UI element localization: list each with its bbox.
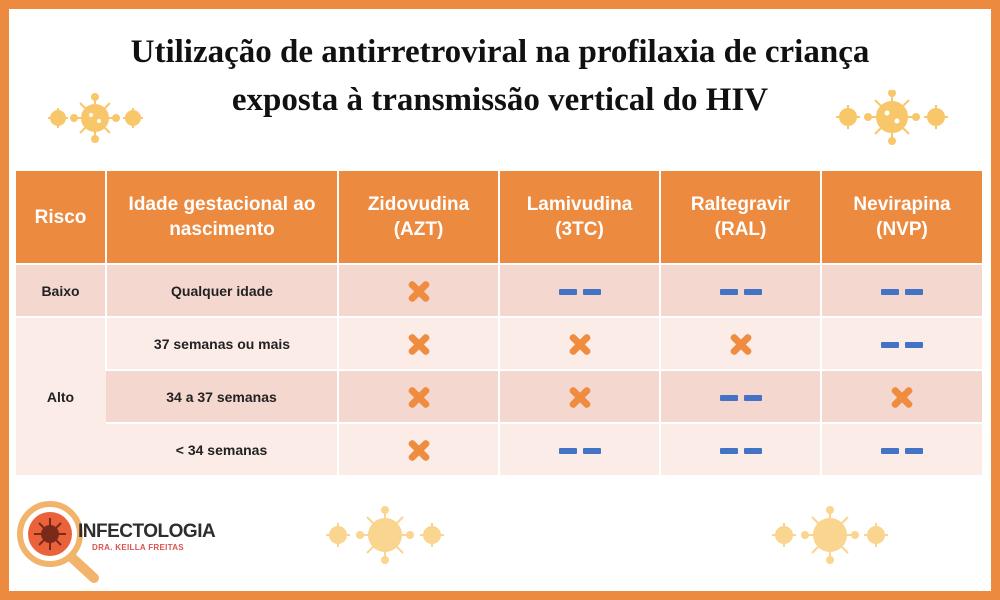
cell-nevirapina [821,370,982,423]
cell-zidovudina [338,370,499,423]
double-dash-icon [720,395,762,401]
gestational-age-cell: < 34 semanas [106,423,338,475]
table-header-row [16,171,982,264]
header-risco: Risco [16,171,106,264]
cell-lamivudina [499,264,660,317]
double-dash-icon [881,448,923,454]
cell-nevirapina [821,423,982,475]
cell-raltegravir [660,370,821,423]
virus-decoration-icon [40,93,150,143]
risk-cell: Baixo [16,264,106,317]
table-row [16,370,982,423]
virus-decoration-icon [320,505,450,565]
double-dash-icon [559,289,601,295]
virus-decoration-icon [830,90,955,145]
cross-icon [408,386,430,408]
header-raltegravir: Raltegravir (RAL) [660,171,821,264]
prophylaxis-table [16,171,982,475]
double-dash-icon [559,448,601,454]
cross-icon [408,439,430,461]
cell-nevirapina [821,317,982,370]
double-dash-icon [720,448,762,454]
virus-decoration-icon [768,505,893,565]
cell-raltegravir [660,317,821,370]
title-line-2: exposta à transmissão vertical do HIV [231,82,769,118]
gestational-age-cell: 37 semanas ou mais [106,317,338,370]
header-nevirapina: Nevirapina (NVP) [821,171,982,264]
cell-zidovudina [338,317,499,370]
double-dash-icon [881,289,923,295]
double-dash-icon [720,289,762,295]
header-lamivudina: Lamivudina (3TC) [499,171,660,264]
logo-title: INFECTOLOGIA [78,521,216,542]
title-line-1: Utilização de antirretroviral na profilaxia de criança [130,34,870,70]
risk-cell: Alto [16,317,106,475]
logo-subtitle: DRA. KEILLA FREITAS [92,543,184,552]
cell-lamivudina [499,370,660,423]
table-row [16,423,982,475]
gestational-age-cell: Qualquer idade [106,264,338,317]
header-zidovudina: Zidovudina (AZT) [338,171,499,264]
cell-nevirapina [821,264,982,317]
table-row [16,317,982,370]
cell-raltegravir [660,423,821,475]
table-row [16,264,982,317]
header-idade-gestacional: Idade gestacional ao nascimento [106,171,338,264]
cell-lamivudina [499,423,660,475]
double-dash-icon [881,342,923,348]
cross-icon [569,386,591,408]
cross-icon [730,333,752,355]
cross-icon [408,280,430,302]
cross-icon [569,333,591,355]
gestational-age-cell: 34 a 37 semanas [106,370,338,423]
cross-icon [408,333,430,355]
cross-icon [891,386,913,408]
cell-zidovudina [338,264,499,317]
cell-zidovudina [338,423,499,475]
cell-raltegravir [660,264,821,317]
cell-lamivudina [499,317,660,370]
